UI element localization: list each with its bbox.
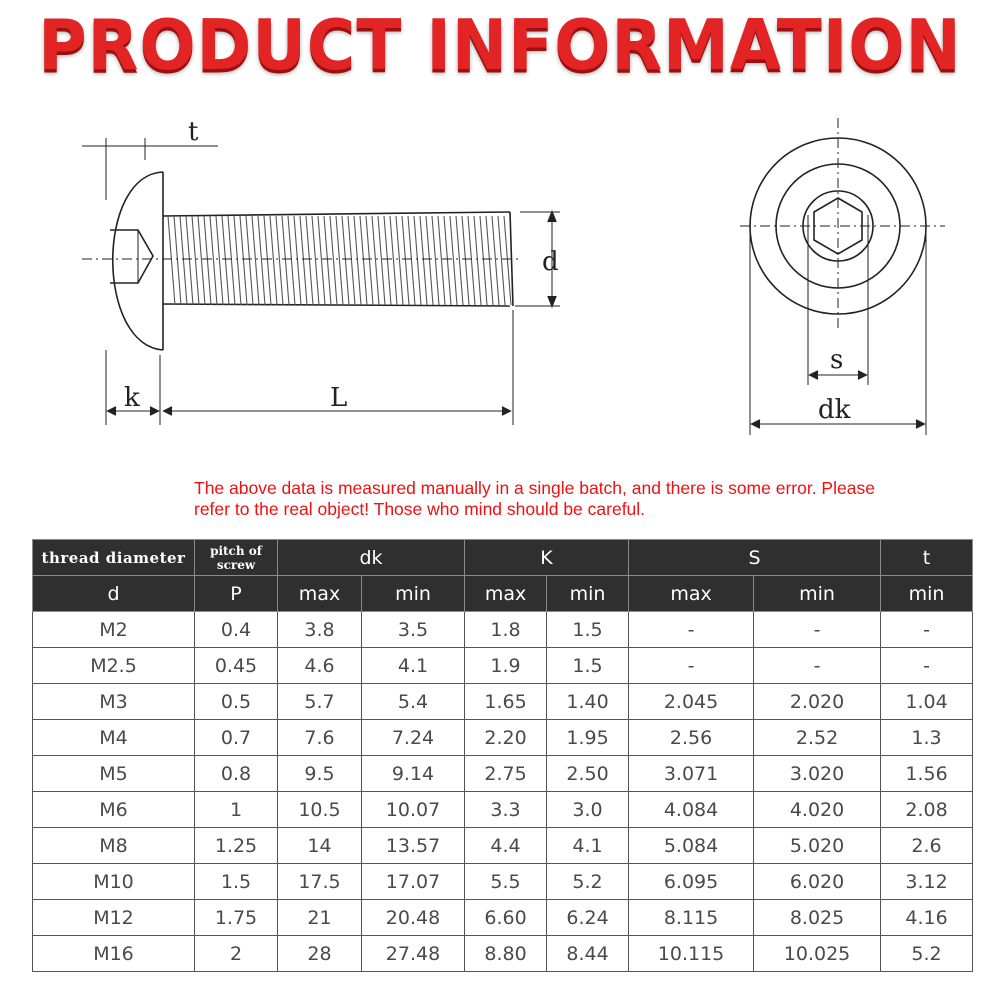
cell-dk-min: 5.4 [362,684,465,720]
header-row-2 [33,576,973,612]
cell-dk-min: 10.07 [362,792,465,828]
cell-dk-max: 3.8 [278,612,362,648]
cell-dk-min: 20.48 [362,900,465,936]
cell-k-min: 1.95 [547,720,629,756]
header-pitch: pitch of screw [195,540,278,576]
cell-dk-max: 10.5 [278,792,362,828]
screw-top-view [740,118,945,435]
cell-dk-min: 3.5 [362,612,465,648]
header-thread-diameter: thread diameter [33,540,195,576]
cell-k-min: 6.24 [547,900,629,936]
cell-k-min: 1.5 [547,612,629,648]
cell-pitch-p: 1 [195,792,278,828]
cell-dk-max: 7.6 [278,720,362,756]
cell-t-min: 3.12 [881,864,973,900]
table-row [33,648,973,684]
cell-pitch-p: 0.5 [195,684,278,720]
header-k-max: max [465,576,547,612]
cell-k-max: 4.4 [465,828,547,864]
cell-thread-d: M10 [33,864,195,900]
cell-k-min: 1.40 [547,684,629,720]
header-s-min: min [754,576,881,612]
cell-s-min: 8.025 [754,900,881,936]
header-dk-max: max [278,576,362,612]
cell-s-min: 10.025 [754,936,881,972]
cell-pitch-p: 0.45 [195,648,278,684]
cell-s-min: 2.52 [754,720,881,756]
cell-s-max: 2.045 [629,684,754,720]
cell-dk-min: 27.48 [362,936,465,972]
table-row [33,684,973,720]
cell-t-min: - [881,648,973,684]
cell-s-max: - [629,648,754,684]
dk-label: dk [818,395,851,425]
cell-thread-d: M8 [33,828,195,864]
s-label: s [830,345,844,375]
cell-s-min: 6.020 [754,864,881,900]
cell-s-max: 8.115 [629,900,754,936]
header-s-max: max [629,576,754,612]
cell-pitch-p: 1.25 [195,828,278,864]
cell-dk-max: 14 [278,828,362,864]
cell-k-min: 5.2 [547,864,629,900]
cell-s-max: 6.095 [629,864,754,900]
d-label: d [542,247,559,277]
thread-pattern [168,216,511,305]
cell-thread-d: M2.5 [33,648,195,684]
cell-pitch-p: 0.7 [195,720,278,756]
cell-dk-max: 4.6 [278,648,362,684]
cell-dk-min: 17.07 [362,864,465,900]
cell-dk-min: 9.14 [362,756,465,792]
cell-s-min: - [754,648,881,684]
table-row [33,720,973,756]
cell-k-max: 1.65 [465,684,547,720]
cell-s-max: 10.115 [629,936,754,972]
spec-table-body [33,612,973,972]
header-d: d [33,576,195,612]
screw-side-view [82,138,560,425]
header-dk: dk [278,540,465,576]
cell-s-max: - [629,612,754,648]
cell-dk-max: 17.5 [278,864,362,900]
cell-dk-min: 13.57 [362,828,465,864]
cell-t-min: 1.56 [881,756,973,792]
cell-k-min: 2.50 [547,756,629,792]
cell-k-max: 1.8 [465,612,547,648]
header-k: K [465,540,629,576]
k-label: k [124,383,140,413]
cell-pitch-p: 2 [195,936,278,972]
cell-t-min: 2.6 [881,828,973,864]
cell-k-max: 3.3 [465,792,547,828]
screw-dimension-diagram [0,105,1000,455]
header-k-min: min [547,576,629,612]
t-label: t [188,117,199,147]
cell-s-max: 5.084 [629,828,754,864]
cell-k-min: 1.5 [547,648,629,684]
cell-s-max: 2.56 [629,720,754,756]
cell-pitch-p: 1.75 [195,900,278,936]
header-row-1 [33,540,973,576]
cell-k-max: 2.20 [465,720,547,756]
cell-pitch-p: 0.8 [195,756,278,792]
cell-t-min: 1.3 [881,720,973,756]
table-row [33,828,973,864]
cell-dk-max: 9.5 [278,756,362,792]
cell-s-max: 3.071 [629,756,754,792]
cell-k-max: 2.75 [465,756,547,792]
cell-t-min: - [881,612,973,648]
cell-s-min: 2.020 [754,684,881,720]
cell-thread-d: M6 [33,792,195,828]
table-row [33,756,973,792]
header-dk-min: min [362,576,465,612]
spec-table [32,539,973,972]
header-t: t [881,540,973,576]
table-row [33,792,973,828]
cell-dk-min: 4.1 [362,648,465,684]
cell-dk-max: 5.7 [278,684,362,720]
header-s: S [629,540,881,576]
cell-thread-d: M16 [33,936,195,972]
cell-k-max: 1.9 [465,648,547,684]
cell-k-max: 8.80 [465,936,547,972]
cell-thread-d: M2 [33,612,195,648]
header-p: P [195,576,278,612]
cell-s-min: - [754,612,881,648]
cell-s-min: 4.020 [754,792,881,828]
cell-thread-d: M12 [33,900,195,936]
table-row [33,900,973,936]
table-row [33,936,973,972]
cell-t-min: 5.2 [881,936,973,972]
cell-dk-min: 7.24 [362,720,465,756]
cell-k-max: 6.60 [465,900,547,936]
cell-pitch-p: 0.4 [195,612,278,648]
header-t-min: min [881,576,973,612]
cell-s-max: 4.084 [629,792,754,828]
cell-pitch-p: 1.5 [195,864,278,900]
l-label: L [330,383,348,413]
table-row [33,864,973,900]
cell-dk-max: 28 [278,936,362,972]
cell-k-min: 4.1 [547,828,629,864]
cell-s-min: 3.020 [754,756,881,792]
page-title: PRODUCT INFORMATION [38,5,962,86]
cell-thread-d: M5 [33,756,195,792]
cell-thread-d: M3 [33,684,195,720]
cell-t-min: 1.04 [881,684,973,720]
cell-thread-d: M4 [33,720,195,756]
cell-s-min: 5.020 [754,828,881,864]
cell-k-min: 3.0 [547,792,629,828]
measurement-note: The above data is measured manually in a single batch, and there is some error. Please refer to the real object! Those who mind should be careful. [194,478,875,519]
cell-t-min: 2.08 [881,792,973,828]
cell-k-max: 5.5 [465,864,547,900]
table-row [33,612,973,648]
cell-k-min: 8.44 [547,936,629,972]
cell-dk-max: 21 [278,900,362,936]
cell-t-min: 4.16 [881,900,973,936]
